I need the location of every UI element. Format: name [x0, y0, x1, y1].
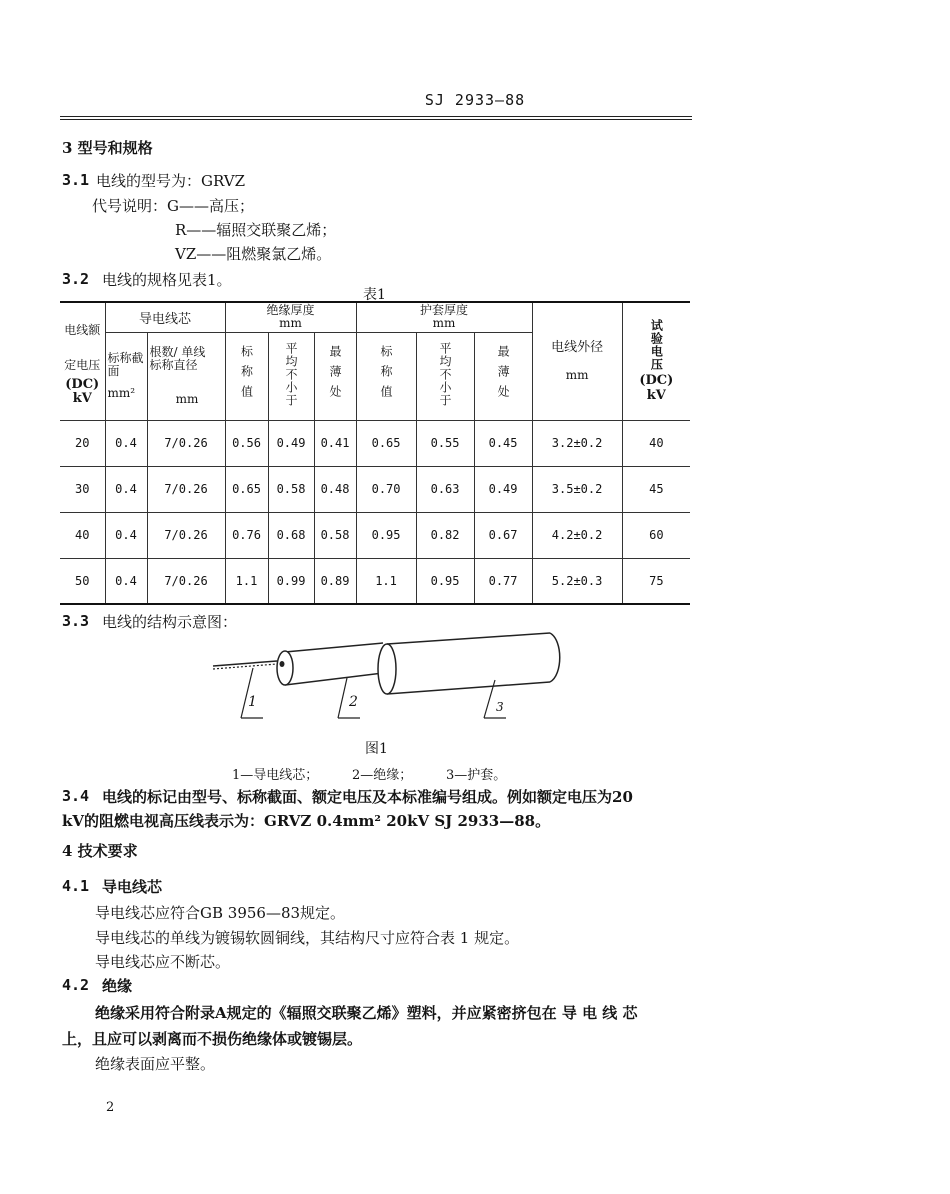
conductor-header: 导电线芯: [105, 302, 225, 332]
cond-area-line-1: 标称截: [107, 351, 144, 366]
cell-outer-diameter: 5.2±0.3: [532, 558, 622, 604]
cell-voltage: 30: [60, 466, 105, 512]
table-caption: 表1: [363, 287, 386, 303]
cell-ins-nominal: 0.76: [225, 512, 268, 558]
outer-diameter-header: [532, 302, 622, 420]
section-3-4-line-2: kV的阻燃电视高压线表示为：GRVZ 0.4mm² 20kV SJ 2933—88。: [62, 812, 551, 830]
rated-voltage-line-2: 定电压: [64, 357, 101, 372]
cell-ins-thinnest: 0.41: [314, 420, 356, 466]
spec-table: [60, 301, 690, 605]
rated-voltage-header: [60, 302, 105, 420]
outer-diameter-line-2: mm: [565, 367, 589, 382]
sheath-average-header: [416, 332, 474, 420]
cell-sheath-average: 0.63: [416, 466, 474, 512]
cell-test-voltage: 45: [622, 466, 690, 512]
section-3-1-number: 3.1: [62, 171, 90, 189]
cell-strands: 7/0.26: [147, 512, 225, 558]
cond-area-line-2: 面: [107, 364, 120, 379]
section-4-2-number: 4.2: [62, 976, 90, 994]
section-4-2-para-1a: 绝缘采用符合附录A规定的《辐照交联聚乙烯》塑料，并应紧密挤包在 导 电 线 芯: [95, 1004, 638, 1022]
figure-legend-3: 3—护套。: [446, 768, 507, 783]
figure-legend-1: 1—导电线芯；: [232, 768, 319, 783]
figure-caption: 图1: [365, 741, 388, 757]
section-4-1-para-2: 导电线芯的单线为镀锡软圆铜线，其结构尺寸应符合表 1 规定。: [95, 929, 520, 947]
cond-strands-line-3: mm: [175, 391, 199, 406]
leader-line-1: [241, 668, 253, 718]
cell-sheath-thinnest: 0.67: [474, 512, 532, 558]
cell-sheath-average: 0.82: [416, 512, 474, 558]
section-4-2-title: 绝缘: [102, 977, 133, 995]
sheath-thinnest-label: 最薄处: [496, 344, 511, 405]
insulation-header: [225, 302, 356, 332]
cell-sheath-nominal: 1.1: [356, 558, 416, 604]
ins-average-header: [268, 332, 314, 420]
cell-ins-nominal: 1.1: [225, 558, 268, 604]
cell-test-voltage: 75: [622, 558, 690, 604]
section-4-2-para-2: 绝缘表面应平整。: [95, 1055, 216, 1073]
cond-strands-line-2: 标称直径: [149, 358, 198, 373]
section-4-title: 4 技术要求: [62, 842, 138, 860]
cell-outer-diameter: 4.2±0.2: [532, 512, 622, 558]
fig-label-1: 1: [248, 694, 257, 710]
sheath-outline: [387, 633, 550, 694]
cell-area: 0.4: [105, 420, 147, 466]
cell-ins-nominal: 0.65: [225, 466, 268, 512]
test-voltage-line-3: kV: [646, 387, 666, 403]
section-4-1-para-1: 导电线芯应符合GB 3956—83规定。: [95, 904, 346, 922]
insulation-header-line-1: 绝缘厚度: [266, 303, 315, 318]
fig-label-3: 3: [496, 700, 504, 714]
section-4-1-title: 导电线芯: [102, 878, 163, 896]
section-3-3-number: 3.3: [62, 612, 90, 630]
section-4-2-para-1b: 上，且应可以剥离而不损伤绝缘体或镀锡层。: [62, 1030, 363, 1048]
table-row: [60, 420, 690, 466]
cell-sheath-average: 0.95: [416, 558, 474, 604]
cell-outer-diameter: 3.2±0.2: [532, 420, 622, 466]
rated-voltage-line-1: 电线额: [64, 322, 101, 337]
ins-thinnest-label: 最薄处: [328, 344, 343, 405]
cable-structure-diagram: [205, 630, 575, 725]
leader-line-2: [338, 678, 347, 718]
section-3-2-number: 3.2: [62, 270, 90, 288]
cond-strands-header: [147, 332, 225, 420]
sheath-thinnest-header: [474, 332, 532, 420]
cell-test-voltage: 60: [622, 512, 690, 558]
sheath-header-line-1: 护套厚度: [420, 303, 469, 318]
header-rule-bottom: [60, 119, 692, 120]
section-3-1-text: 电线的型号为：GRVZ: [96, 172, 245, 190]
cell-sheath-nominal: 0.95: [356, 512, 416, 558]
cell-ins-thinnest: 0.58: [314, 512, 356, 558]
cell-outer-diameter: 3.5±0.2: [532, 466, 622, 512]
section-4-1-para-3: 导电线芯应不断芯。: [95, 953, 231, 971]
cell-area: 0.4: [105, 466, 147, 512]
cell-ins-average: 0.49: [268, 420, 314, 466]
leader-line-3: [484, 680, 495, 718]
sheath-header-line-2: mm: [432, 316, 456, 331]
cond-area-header: [105, 332, 147, 420]
ins-nominal-label: 标称值: [239, 344, 254, 405]
insulation-end: [277, 651, 293, 685]
cell-ins-average: 0.99: [268, 558, 314, 604]
cell-ins-nominal: 0.56: [225, 420, 268, 466]
fig-label-2: 2: [349, 694, 358, 710]
outer-diameter-line-1: 电线外径: [551, 339, 604, 355]
insulation-header-line-2: mm: [279, 316, 302, 331]
sheath-nominal-header: [356, 332, 416, 420]
sheath-start: [378, 644, 396, 694]
sheath-end: [550, 633, 560, 682]
rated-voltage-line-4: kV: [72, 391, 92, 407]
ins-thinnest-header: [314, 332, 356, 420]
cell-area: 0.4: [105, 512, 147, 558]
cell-ins-average: 0.58: [268, 466, 314, 512]
cell-voltage: 50: [60, 558, 105, 604]
cell-sheath-nominal: 0.65: [356, 420, 416, 466]
cell-sheath-nominal: 0.70: [356, 466, 416, 512]
cell-sheath-thinnest: 0.49: [474, 466, 532, 512]
table-row: [60, 466, 690, 512]
cond-strands-line-1: 根数/ 单线: [149, 345, 206, 360]
section-3-4-line-1: 电线的标记由型号、标称截面、额定电压及本标准编号组成。例如额定电压为20: [102, 788, 633, 806]
table-row: [60, 558, 690, 604]
rated-voltage-line-3: (DC): [65, 377, 100, 393]
section-3-4-number: 3.4: [62, 787, 90, 805]
cell-sheath-thinnest: 0.45: [474, 420, 532, 466]
sheath-average-label: 平均不小于: [438, 342, 453, 407]
table-row: [60, 512, 690, 558]
cell-ins-thinnest: 0.48: [314, 466, 356, 512]
cell-voltage: 20: [60, 420, 105, 466]
cell-strands: 7/0.26: [147, 466, 225, 512]
cell-sheath-average: 0.55: [416, 420, 474, 466]
section-3-2-text: 电线的规格见表1。: [102, 271, 232, 289]
cell-sheath-thinnest: 0.77: [474, 558, 532, 604]
cell-test-voltage: 40: [622, 420, 690, 466]
section-3-title: 3 型号和规格: [62, 139, 153, 157]
sheath-nominal-label: 标称值: [379, 344, 394, 405]
cell-area: 0.4: [105, 558, 147, 604]
conductor-strand-top: [213, 661, 277, 666]
cell-voltage: 40: [60, 512, 105, 558]
insulation-outline: [285, 643, 383, 685]
test-voltage-header: [622, 302, 690, 420]
cell-ins-thinnest: 0.89: [314, 558, 356, 604]
conductor-core: [280, 661, 285, 667]
ins-nominal-header: [225, 332, 268, 420]
section-4-1-number: 4.1: [62, 877, 90, 895]
cell-ins-average: 0.68: [268, 512, 314, 558]
section-3-3-text: 电线的结构示意图：: [102, 613, 238, 631]
code-explanation-r: R——辐照交联聚乙烯；: [175, 221, 337, 239]
cell-strands: 7/0.26: [147, 558, 225, 604]
test-voltage-line-2: (DC): [639, 373, 674, 389]
sheath-header: [356, 302, 532, 332]
page-number: 2: [106, 1100, 115, 1115]
code-explanation-g: 代号说明：G——高压；: [92, 197, 254, 215]
figure-legend-2: 2—绝缘；: [352, 768, 413, 783]
cell-strands: 7/0.26: [147, 420, 225, 466]
document-code-header: SJ 2933—88: [424, 91, 526, 109]
cond-area-line-3: mm²: [107, 385, 136, 400]
header-rule-top: [60, 116, 692, 117]
ins-average-label: 平均不小于: [284, 342, 299, 407]
test-voltage-line-1: 试验电压: [649, 319, 664, 372]
code-explanation-vz: VZ——阻燃聚氯乙烯。: [175, 245, 332, 263]
